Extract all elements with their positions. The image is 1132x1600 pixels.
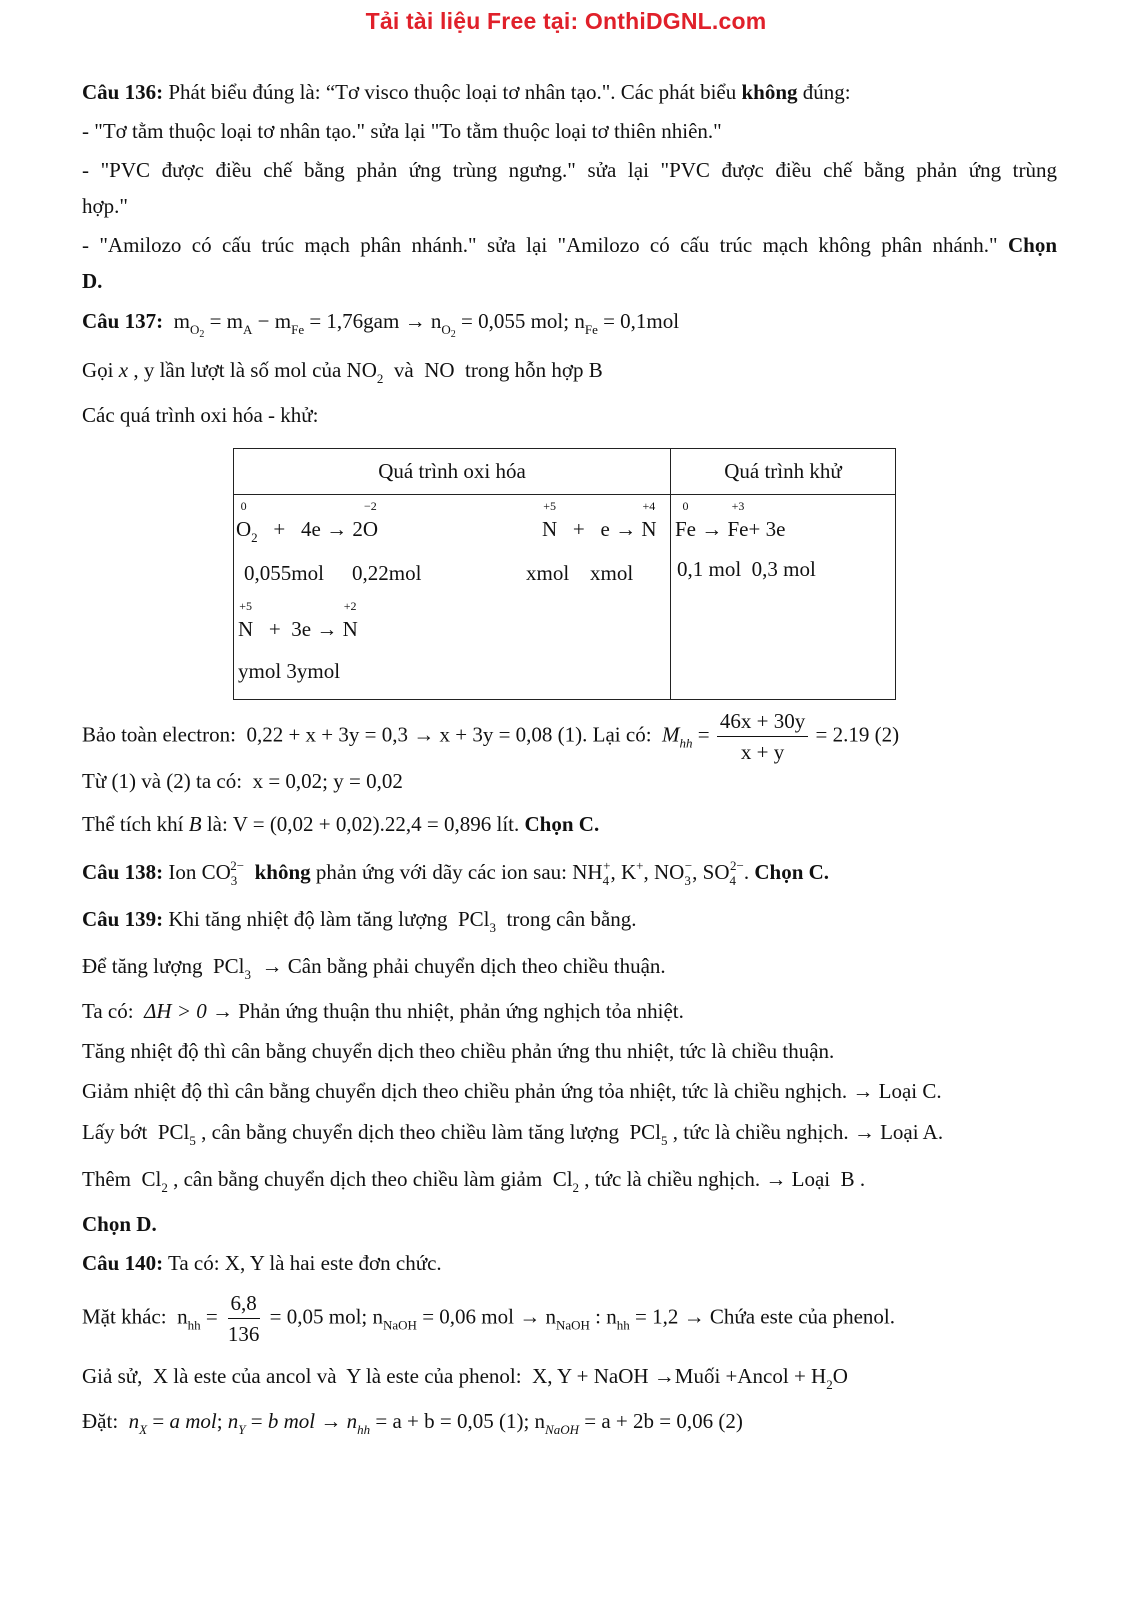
q139-line-3: Tăng nhiệt độ thì cân bằng chuyển dịch theo chiều phản ứng thu nhiệt, tức là chiều thuận. [82,1039,835,1063]
q136-line-2a: - "PVC được điều chế bằng phản ứng trùng ngưng." sửa lại "PVC được điều chế bằng phản ứng trùng [82,158,1057,182]
q136-line-2b: hợp." [82,194,128,218]
mol-o2: 0,055mol [244,561,324,585]
q136-line-1: - "Tơ tằm thuộc loại tơ nhân tạo." sửa lại "To tằm thuộc loại tơ thiên nhiên." [82,119,722,143]
site-banner[interactable]: Tải tài liệu Free tại: OnthiDGNL.com [365,8,767,34]
q140-line-1: Mặt khác: $n_{hh}$ = $\frac{6,8}{136}$ = 0,05 mol; $n_{NaOH} = 0,06$ mol → $n_{NaOH}$ : $n_{hh} = 1,2$ → Chứa este của phenol. [82,1291,895,1346]
mol-e1: 0,22mol [352,561,422,585]
q136-label: Câu 136: [82,80,164,104]
mol-y: ymol 3ymol [238,659,341,683]
fraction-nhh: $\frac{6,8}{136}$ [227,1291,260,1346]
q140-line-2: Giả sử, X là este của ancol và Y là este của phenol: X, Y + NaOH →Muối +Ancol + $H_2O$ [82,1364,848,1392]
mol-x: xmol [526,561,570,585]
eq-n-plus5: +5 N + e → +4 N [542,499,657,541]
eq-o2: 0 $O_2 + 4e \to 2$ −2 O [236,499,379,545]
q140-line-0: Câu 140: Ta có: X, Y là hai este đơn chức. [82,1251,442,1275]
q136-line-intro: Câu 136: Phát biểu đúng là: “Tơ visco thuộc loại tơ nhân tạo.". Các phát biểu không đúng: [82,80,851,104]
eq-fe: 0 Fe → +3 Fe+ 3e [675,499,786,541]
q137-line-mass: Câu 137: $m_{O_2} = m_A - m_{Fe} = 1,76gam \to n_{O_2} = 0,055$ mol; $n_{Fe} = 0,1mol$ [82,309,680,340]
q137-label: Câu 137: [82,309,164,333]
eq-n-3e: +5 N + 3e → +2 N [238,599,358,641]
fraction-mhh: $\frac{46x + 30y}{x + y}$ [717,708,808,765]
q136-answer: D. [82,269,103,293]
q136-line-3a: - "Amilozo có cấu trúc mạch phân nhánh." sửa lại "Amilozo có cấu trúc mạch không phân nhánh." Chọn [82,233,1057,257]
q137-line-cac: Các quá trình oxi hóa - khử: [82,403,319,427]
reduction-cell [671,495,896,700]
header-oxidation: Quá trình oxi hóa [234,449,671,495]
header-reduction: Quá trình khử [671,449,896,495]
q139-line-2: Ta có: ΔH > 0 → Phản ứng thuận thu nhiệt, phản ứng nghịch tỏa nhiệt. [82,999,684,1023]
q139-line-1: Để tăng lượng PCl$_3$ → Cân bằng phải chuyển dịch theo chiều thuận. [82,954,666,982]
q138-line: Câu 138: Ion $CO_3^{2-}$ không phản ứng với dãy các ion sau: $NH_4^+$, K+, $NO_3^-$, $SO_4^{2-}$. Chọn C. [82,858,830,888]
q138-label: Câu 138: [82,860,164,884]
q137-line-the: Thể tích khí B là: V = (0,02 + 0,02).22,4 = 0,896 lít. Chọn C. [82,812,600,836]
oxidation-cell [234,495,671,700]
q139-line-5: Lấy bớt PCl$_5$ , cân bằng chuyển dịch theo chiều làm tăng lượng PCl$_5$ , tức là chiều nghịch. → Loại A. [82,1120,944,1148]
q139-line-4: Giảm nhiệt độ thì cân bằng chuyển dịch theo chiều phản ứng tỏa nhiệt, tức là chiều nghịch. → Loại C. [82,1079,942,1103]
q137-line-bao: Bảo toàn electron: 0,22 + x + 3y = 0,3 → x + 3y = 0,08 (1). Lại có: $M_{hh}$ = $\frac{46x + 30y}{x + y}$ = 2.19 (2) [82,709,900,764]
q139-label: Câu 139: [82,907,164,931]
q137-line-goi: Gọi x , y lần lượt là số mol của $NO_2$ và NO trong hỗn hợp B [82,358,603,386]
q139-answer: Chọn D. [82,1212,157,1236]
q140-line-3: Đặt: $n_X = a$ mol; $n_Y = b$ mol → $n_{hh} = a + b = 0,05$ (1); $n_{NaOH} = a + 2b = 0,06$ (2) [82,1409,743,1437]
redox-table [233,448,896,700]
q139-line-0: Câu 139: Khi tăng nhiệt độ làm tăng lượng PCl$_3$ trong cân bằng. [82,907,637,935]
q137-line-tu: Từ (1) và (2) ta có: x = 0,02; y = 0,02 [82,769,403,793]
mol-fe: 0,1 mol 0,3 mol [677,557,816,581]
q139-line-6: Thêm $Cl_2$ , cân bằng chuyển dịch theo chiều làm giảm $Cl_2$ , tức là chiều nghịch. → Loại B . [82,1167,866,1195]
mol-x2: xmol [590,561,634,585]
q140-label: Câu 140: [82,1251,164,1275]
